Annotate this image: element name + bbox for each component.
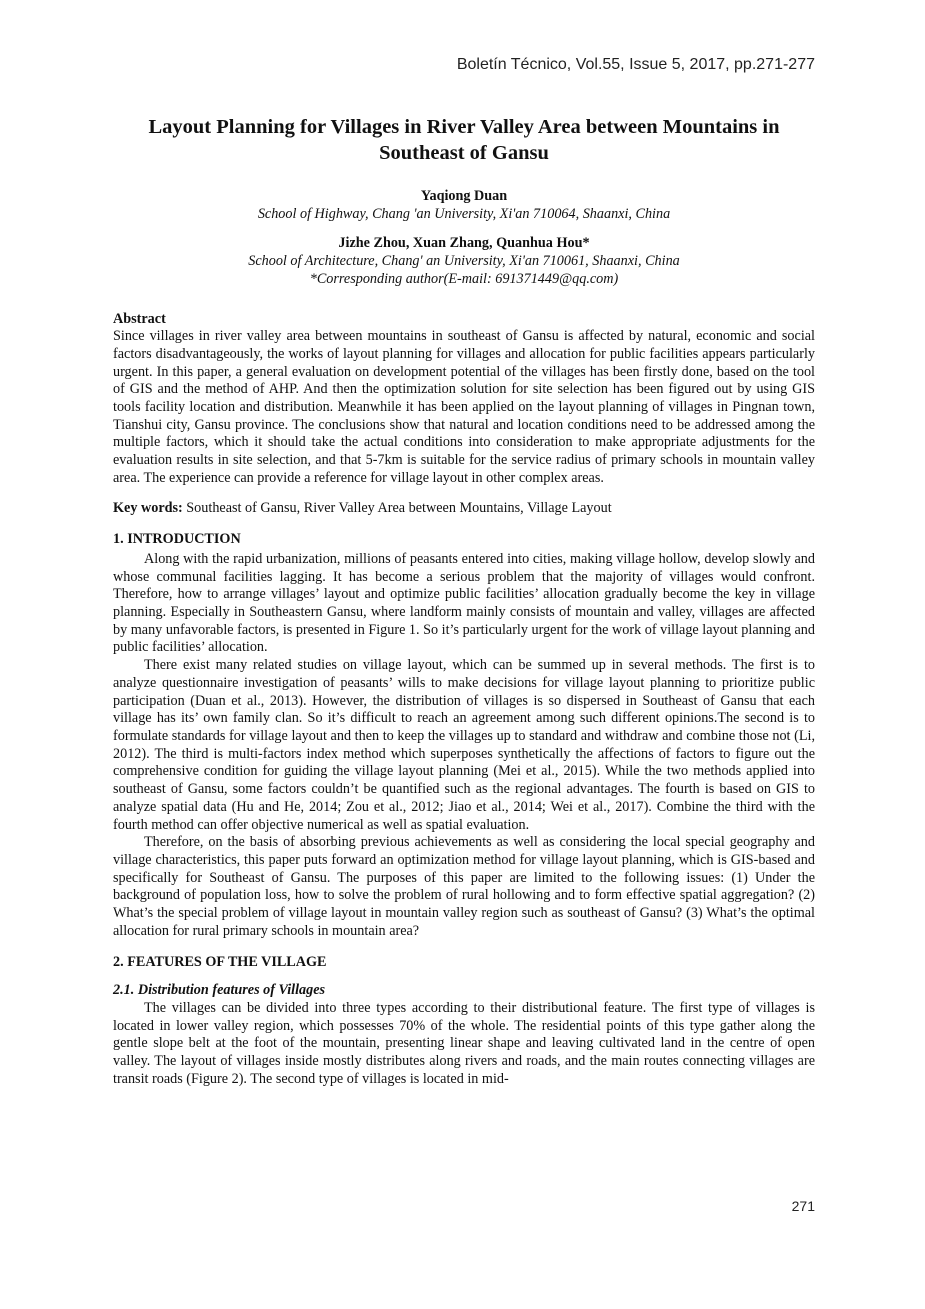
abstract-text: Since villages in river valley area between mountains in southeast of Gansu is affected by natural, economic and social factors disadvantageously, the works of layout planning for villages and allocation for public facilities appears particularly urgent. In this paper, a general evaluation on development potential of the villages has been firstly done, based on the tool of GIS and the method of AHP. And then the optimization solution for site selection has been figured out by using GIS tools facility location and distribution. Meanwhile it has been applied on the layout planning of villages in Pingnan town, Tianshui city, Gansu province. The conclusions show that natural and location conditions need to be addressed among the multiple factors, which it should take the actual conditions into consideration to make appropriate adjustments for the evaluation results in site selection, and that 5-7km is suitable for the service radius of primary schools in mountain valley area. The experience can provide a reference for village layout in other complex areas. [113, 328, 815, 486]
corresponding-author: *Corresponding author(E-mail: 691371449@qq.com) [309, 270, 619, 287]
author-names: Jizhe Zhou, Xuan Zhang, Quanhua Hou* [338, 235, 590, 252]
running-header: Boletín Técnico, Vol.55, Issue 5, 2017, pp.271-277 [456, 56, 815, 73]
body-paragraph: Along with the rapid urbanization, millions of peasants entered into cities, making village hollow, develop slowly and whose communal facilities lagging. It has become a serious problem that the majority of villages would confront. Therefore, how to arrange villages’ layout and optimize public facilities’ allocation gradually become the key in village planning. Especially in Southeastern Gansu, where landform mainly consists of mountain and valley, villages are affected by many unfavorable factors, is presented in Figure 1. So it’s particularly urgent for the work of village layout planning and public facilities’ allocation. [113, 550, 815, 656]
author-block-1 [113, 188, 815, 223]
keywords-label: Key words: [113, 499, 183, 516]
section-heading-introduction: 1. INTRODUCTION [113, 531, 241, 548]
paper-content [113, 114, 815, 1088]
subsection-heading-distribution: 2.1. Distribution features of Villages [113, 982, 326, 999]
abstract [113, 311, 815, 488]
section-heading-features: 2. FEATURES OF THE VILLAGE [113, 954, 327, 971]
affiliation: School of Architecture, Chang' an University, Xi'an 710061, Shaanxi, China [248, 253, 680, 270]
abstract-label: Abstract [113, 310, 166, 327]
affiliation: School of Highway, Chang 'an University, Xi'an 710064, Shaanxi, China [257, 205, 671, 222]
body-paragraph: The villages can be divided into three types according to their distributional feature. The first type of villages is located in lower valley region, which possesses 70% of the whole. The residential points of this type gather along the gentle slope belt at the foot of the mountain, presenting linear shape and leaving cultivated land in the centre of open valley. The layout of villages inside mostly distributes along rivers and roads, and the main routes connecting villages are transit roads (Figure 2). The second type of villages is located in mid- [113, 999, 815, 1087]
body-paragraph: Therefore, on the basis of absorbing previous achievements as well as considering the local special geography and village characteristics, this paper puts forward an optimization method for village layout planning, which is GIS-based and specifically for Southeast of Gansu. The purposes of this paper are limited to the following issues: (1) Under the background of population loss, how to solve the problem of rural hollowing and to form effective spatial aggregation? (2) What’s the special problem of village layout in mountain valley region such as southeast of Gansu? (3) What’s the optimal allocation for rural primary schools in mountain area? [113, 834, 815, 939]
paper-title: Layout Planning for Villages in River Valley Area between Mountains in Southeast of Gansu [148, 116, 780, 164]
page-number: 271 [791, 1198, 815, 1214]
body-paragraph: There exist many related studies on village layout, which can be summed up in several methods. The first is to analyze questionnaire investigation of peasants’ wills to make decisions for village layout planning to prioritize public participation (Duan et al., 2013). However, the distribution of villages is so dispersed in Southeast of Gansu that each village has its’ own family clan. So it’s difficult to reach an agreement among such different opinions.The second is to formulate standards for village layout and then to keep the villages up to standard and withdraw and combine those not (Li, 2012). The third is multi-factors index method which superposes synthetically the affections of factors to figure out the comprehensive condition for guiding the village layout planning (Mei et al., 2015). While the two methods applied into southeast of Gansu, some factors couldn’t be quantified such as the regional advantages. The fourth is based on GIS to analyze spatial data (Hu and He, 2014; Zou et al., 2012; Jiao et al., 2014; Wei et al., 2017). Combine the third with the fourth method can offer objective numerical as well as spatial evaluation. [113, 657, 815, 833]
keywords [113, 500, 815, 518]
author-names: Yaqiong Duan [420, 188, 508, 204]
author-block-2 [113, 235, 815, 288]
keywords-text: Southeast of Gansu, River Valley Area between Mountains, Village Layout [182, 499, 612, 516]
